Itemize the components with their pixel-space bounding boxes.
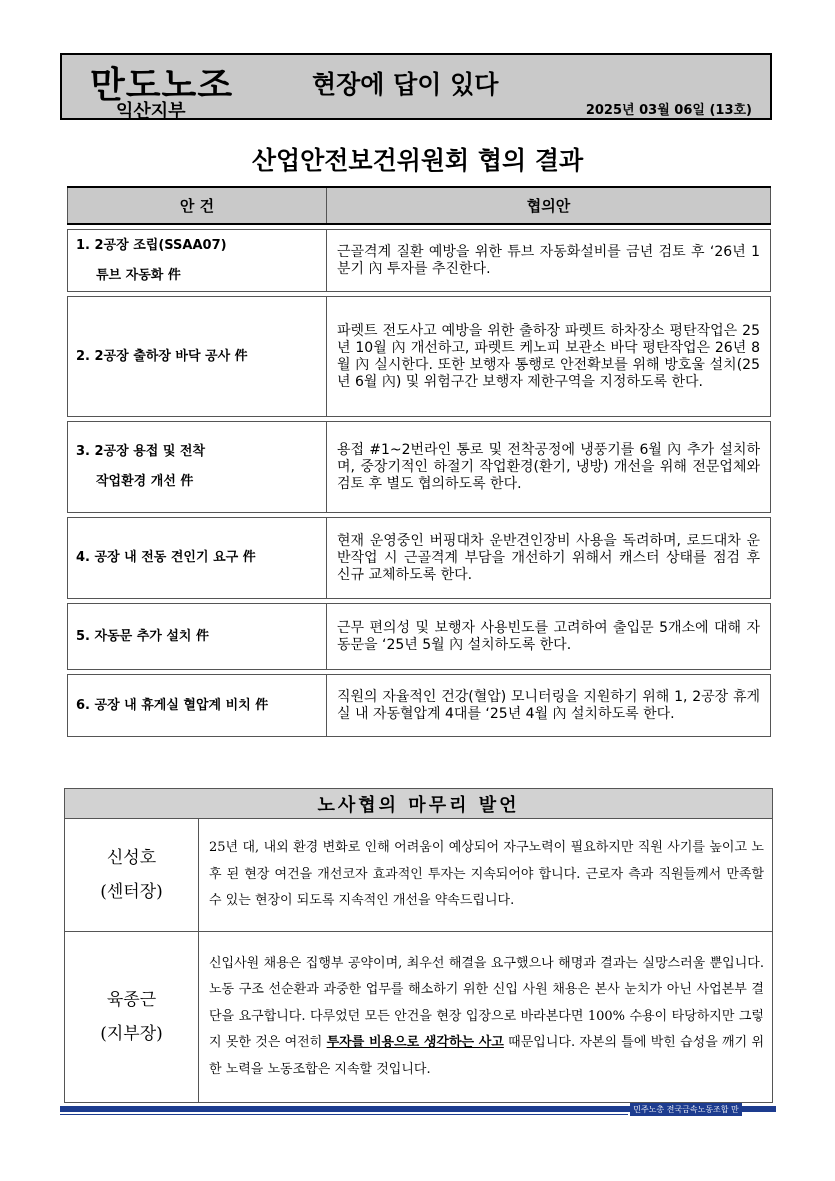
branch-name: 익산지부 xyxy=(116,101,186,122)
table-row xyxy=(68,230,771,292)
topic-line: 튜브 자동화 件 xyxy=(96,267,181,283)
agenda-result: 근무 편의성 및 보행자 사용빈도를 고려하여 출입문 5개소에 대해 자동문을 ‘25년 5월 內 설치하도록 한다. xyxy=(327,604,771,670)
speaker-name: 육종근 xyxy=(106,990,157,1010)
slogan: 현장에 답이 있다 xyxy=(312,70,499,99)
remarks-header-row xyxy=(65,789,773,819)
remark-text: 25년 대, 내외 환경 변화로 인해 어려움이 예상되어 자구노력이 필요하지만 직원 사기를 높이고 노후 된 현장 여건을 개선코자 효과적인 투자는 지속되어야 합니다. 근로자 측과 직원들께서 만족할 수 있는 현장이 되도록 지속적인 개선을 약속드립니다. xyxy=(199,819,773,932)
agenda-topic xyxy=(68,422,327,513)
agenda-topic xyxy=(68,604,327,670)
remark-row xyxy=(65,819,773,932)
agenda-header-row xyxy=(68,187,771,224)
speaker-role: (센터장) xyxy=(100,882,163,902)
topic-line: 6. 공장 내 휴게실 혈압계 비치 件 xyxy=(76,697,269,713)
agenda-table xyxy=(67,186,771,737)
table-row xyxy=(68,604,771,670)
topic-line: 3. 2공장 용접 및 전착 xyxy=(76,444,206,459)
table-row xyxy=(68,675,771,737)
table-row xyxy=(68,422,771,513)
agenda-topic xyxy=(68,675,327,737)
agenda-result: 직원의 자율적인 건강(혈압) 모니터링을 지원하기 위해 1, 2공장 휴게실 내 자동혈압계 4대를 ‘25년 4월 內 설치하도록 한다. xyxy=(327,675,771,737)
page-title: 산업안전보건위원회 협의 결과 xyxy=(251,146,584,175)
table-row xyxy=(68,518,771,599)
remark-row xyxy=(65,932,773,1103)
issue-date: 2025년 03월 06일 (13호) xyxy=(585,103,752,118)
agenda-result: 파렛트 전도사고 예방을 위한 출하장 파렛트 하차장소 평탄작업은 25년 10월 內 개선하고, 파렛트 케노피 보관소 바닥 평탄작업은 26년 8월 內 실시한다. 또한 보행자 통행로 안전확보를 위해 방호울 설치(25년 6월 內) 및 위험구간 보행자 제한구역을 지정하도록 한다. xyxy=(327,297,771,417)
topic-line: 작업환경 개선 件 xyxy=(96,474,194,489)
topic-line: 5. 자동문 추가 설치 件 xyxy=(76,628,209,644)
speaker-name: 신성호 xyxy=(106,848,157,868)
speaker xyxy=(65,932,199,1103)
remark-text xyxy=(199,932,773,1103)
topic-line: 2. 2공장 출하장 바닥 공사 件 xyxy=(76,348,248,364)
agenda-result: 현재 운영중인 버핑대차 운반견인장비 사용을 독려하며, 로드대차 운반작업 시 근골격계 부담을 개선하기 위해서 캐스터 상태를 점검 후 신규 교체하도록 한다. xyxy=(327,518,771,599)
agenda-topic xyxy=(68,297,327,417)
remark-emphasis: 투자를 비용으로 생각하는 사고 xyxy=(326,1035,504,1051)
table-row xyxy=(68,297,771,417)
closing-remarks-table xyxy=(64,788,773,1103)
remark-text-part: 때문입니다. 자본의 틀에 박힌 습성을 깨기 위한 노력을 노동조합은 지속할 것입니다. xyxy=(209,1035,765,1077)
footer-line xyxy=(60,1114,628,1115)
newsletter-header xyxy=(60,53,772,120)
agenda-topic xyxy=(68,518,327,599)
speaker-role: (지부장) xyxy=(100,1024,163,1044)
remarks-heading: 노사협의 마무리 발언 xyxy=(65,789,773,819)
topic-line: 4. 공장 내 전동 견인기 요구 件 xyxy=(76,550,256,565)
topic-line: 1. 2공장 조립(SSAA07) xyxy=(76,237,227,253)
speaker xyxy=(65,819,199,932)
remark-text-part: 신입사원 채용은 집행부 공약이며, 최우선 해결을 요구했으나 해명과 결과는 실망스러울 뿐입니다. 노동 구조 선순환과 과중한 업무를 해소하기 위한 신입 사원 채용은 본사 눈치가 아닌 사업본부 결단을 요구합니다. 다루었던 모든 안건을 현장 입장으로 바라본다면 100% 수용이 타당하지만 그렇지 못한 것은 여전히 xyxy=(209,955,764,1051)
agenda-result: 근골격계 질환 예방을 위한 튜브 자동화설비를 금년 검토 후 ‘26년 1분기 內 투자를 추진한다. xyxy=(327,230,771,292)
footer-label: 민주노총 전국금속노동조합 만도지부 xyxy=(630,1103,742,1116)
agenda-result: 용접 #1~2번라인 통로 및 전착공정에 냉풍기를 6월 內 추가 설치하며, 중장기적인 하절기 작업환경(환기, 냉방) 개선을 위해 전문업체와 검토 후 별도 협의하도록 한다. xyxy=(327,422,771,513)
col-result-header: 협의안 xyxy=(327,187,771,224)
union-logo-text: 만도노조 xyxy=(90,65,234,106)
agenda-topic xyxy=(68,230,327,292)
col-topic-header: 안 건 xyxy=(68,187,327,224)
